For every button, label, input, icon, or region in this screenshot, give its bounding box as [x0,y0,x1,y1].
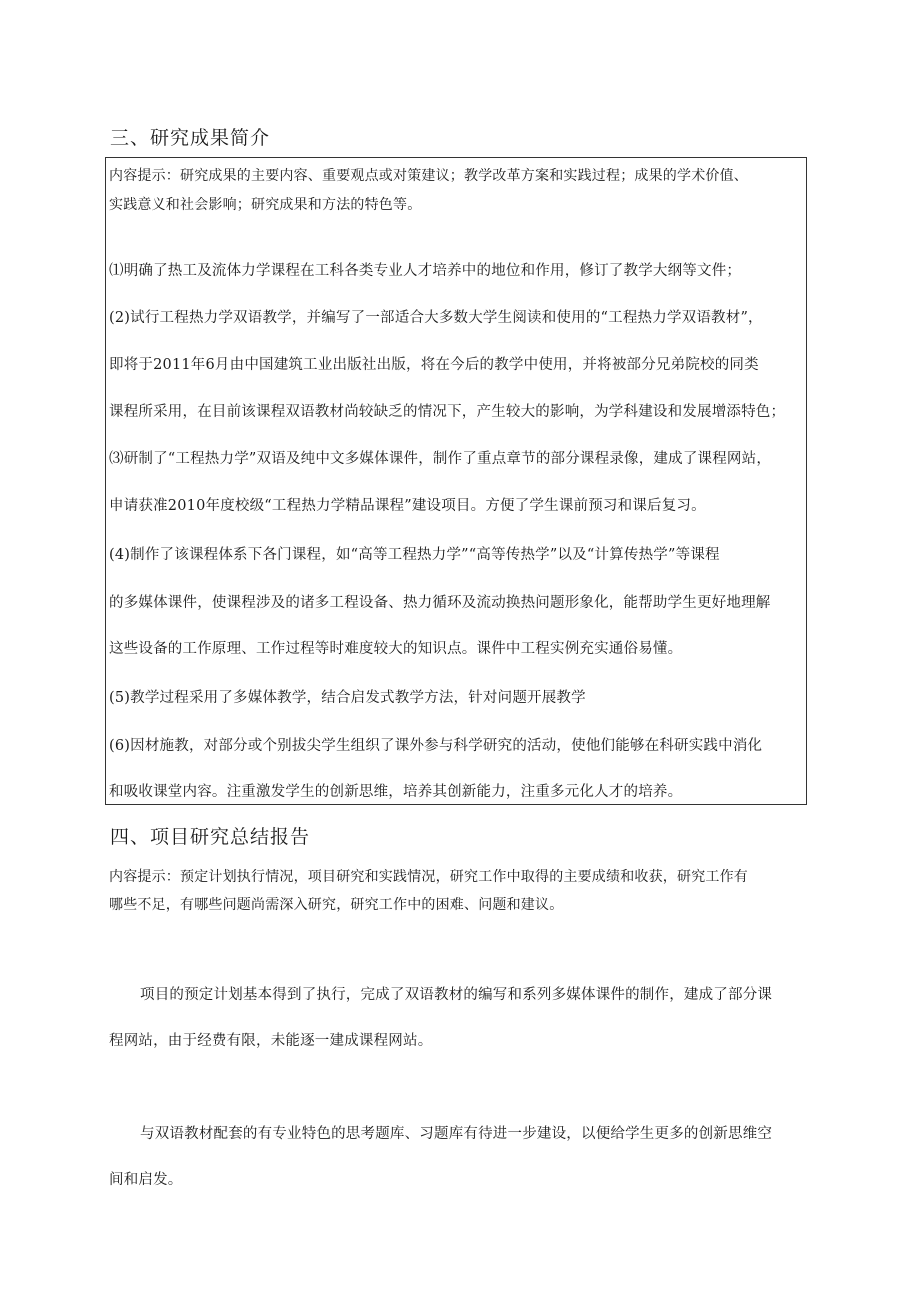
result-line: 这些设备的工作原理、工作过程等时难度较大的知识点。课件中工程实例充实通俗易懂。 [109,641,683,657]
research-results-box [105,157,807,805]
section-4-hint-line: 内容提示：预定计划执行情况，项目研究和实践情况，研究工作中取得的主要成绩和收获，研究工作有 [109,869,748,885]
result-line: (6)因材施教，对部分或个别拔尖学生组织了课外参与科学研究的活动，使他们能够在科研实践中消化 [109,738,763,754]
summary-paragraph-2-line: 间和启发。 [109,1172,183,1188]
result-line: 和吸收课堂内容。注重激发学生的创新思维，培养其创新能力，注重多元化人才的培养。 [109,784,683,800]
result-line: ⑶研制了“工程热力学”双语及纯中文多媒体课件，制作了重点章节的部分课程录像，建成了课程网站， [109,451,772,467]
summary-paragraph-2-line: 与双语教材配套的有专业特色的思考题库、习题库有待进一步建设，以便给学生更多的创新思维空 [140,1126,773,1142]
result-line: 的多媒体课件，使课程涉及的诸多工程设备、热力循环及流动换热问题形象化，能帮助学生更好地理解 [109,595,771,611]
result-line: (5)教学过程采用了多媒体教学，结合启发式教学方法，针对问题开展教学 [109,690,586,706]
section-3-title: 三、研究成果简介 [110,127,271,149]
summary-paragraph-1-line: 程网站，由于经费有限，未能逐一建成课程网站。 [109,1033,433,1049]
result-line: 申请获准2010年度校级“工程热力学精品课程”建设项目。方便了学生课前预习和课后复习。 [109,498,706,514]
section-3-hint-line: 内容提示：研究成果的主要内容、重要观点或对策建议；教学改革方案和实践过程；成果的学术价值、 [109,168,748,184]
section-3-hint-line: 实践意义和社会影响；研究成果和方法的特色等。 [109,197,422,213]
result-line: ⑴明确了热工及流体力学课程在工科各类专业人才培养中的地位和作用，修订了教学大纲等文件； [109,263,742,279]
section-4-title: 四、项目研究总结报告 [110,826,311,848]
summary-paragraph-1-line: 项目的预定计划基本得到了执行，完成了双语教材的编写和系列多媒体课件的制作，建成了部分课 [140,987,773,1003]
result-line: (2)试行工程热力学双语教学，并编写了一部适合大多数大学生阅读和使用的“工程热力学双语教材”， [109,310,763,326]
section-4-hint-line: 哪些不足，有哪些问题尚需深入研究，研究工作中的困难、问题和建议。 [109,897,564,913]
result-line: 课程所采用，在目前该课程双语教材尚较缺乏的情况下，产生较大的影响，为学科建设和发展增添特色； [109,404,786,420]
result-line: (4)制作了该课程体系下各门课程，如“高等工程热力学”“高等传热学”以及“计算传热学”等课程 [109,547,720,563]
result-line: 即将于2011年6月由中国建筑工业出版社出版，将在今后的教学中使用，并将被部分兄弟院校的同类 [109,357,759,373]
